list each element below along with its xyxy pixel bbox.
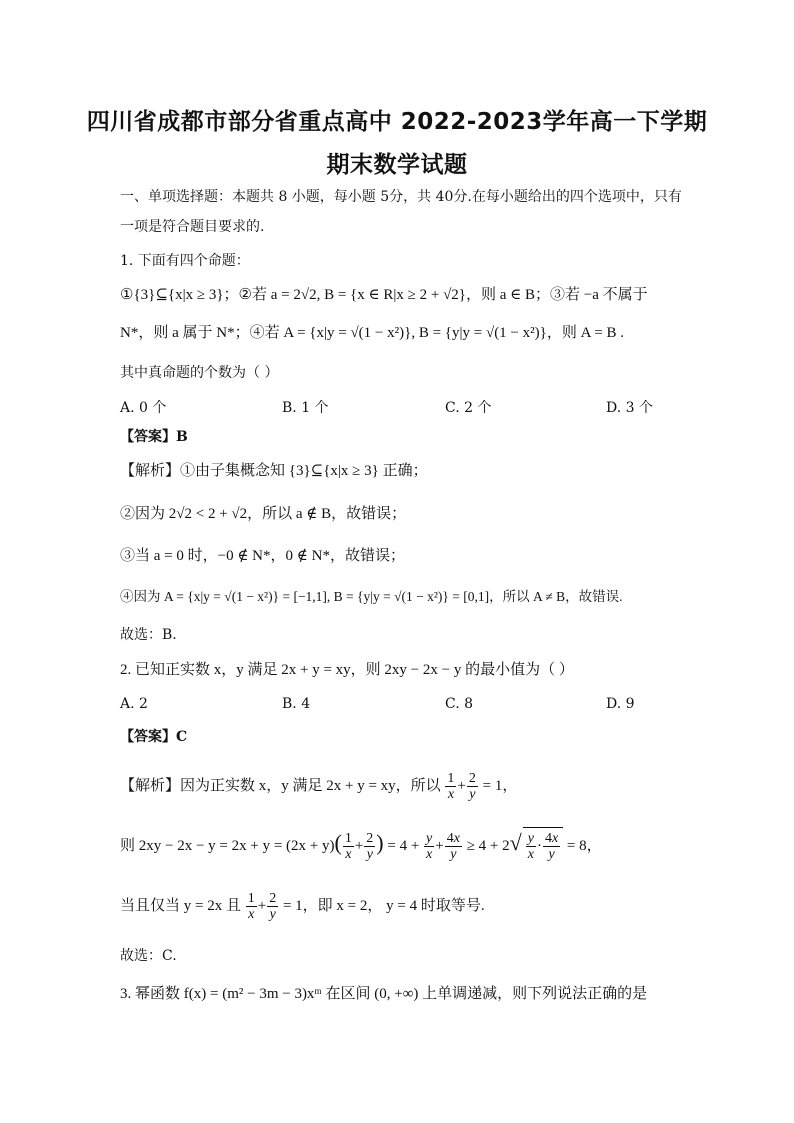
section-intro-line-1: 一、单项选择题：本题共 8 小题，每小题 5分，共 40分.在每小题给出的四个选项中，只有 xyxy=(120,189,682,205)
q2-explanation-2: 则 2xy − 2x − y = 2x + y = (2x + y)( $\frac{1}{x}$ + $\frac{2}{y}$ ) = 4 + $\frac{y}{x}$ + $\frac{4x}{y}$ ≥ 4 + 2√ $\frac{y}{x}$ · $\frac{4x}{y}$ = 8， xyxy=(120,825,680,864)
q1-explanation-1: 【解析】①由子集概念知 {3}⊆{x|x ≥ 3} 正确； xyxy=(120,463,428,479)
q1-question: 其中真命题的个数为（ ） xyxy=(120,365,279,381)
q2-expl-2-text-a: 则 2xy − 2x − y = 2x + y = (2x + y) xyxy=(120,838,335,854)
q1-conclusion: 故选：B. xyxy=(120,627,177,643)
fraction-1-over-x: $\frac{1}{x}$ xyxy=(447,771,455,803)
q2-expl-1-text-a: 【解析】因为正实数 x，y 满足 2x + y = xy，所以 xyxy=(120,778,441,794)
q3-stem: 3. 幂函数 f(x) = (m² − 3m − 3)xᵐ 在区间 (0, +∞) 上单调递减，则下列说法正确的是 xyxy=(120,986,648,1002)
q2-expl-3-text-b: = 1，即 x = 2， y = 4 时取等号. xyxy=(282,898,485,914)
sqrt-product: $\frac{y}{x}$ · $\frac{4x}{y}$ xyxy=(523,827,563,864)
q1-explanation-3: ③当 a = 0 时，−0 ∉ N*，0 ∉ N*，故错误； xyxy=(120,548,405,564)
q1-statements-line-1: ①{3}⊆{x|x ≥ 3}；②若 a = 2√2, B = {x ∈ R|x ≥ 2 + √2}，则 a ∈ B；③若 −a 不属于 xyxy=(120,287,648,303)
q2-option-a: A. 2 xyxy=(120,696,148,712)
q2-expl-2-text-d: = 8， xyxy=(566,838,602,854)
q2-expl-3-text-a: 当且仅当 y = 2x 且 xyxy=(120,898,241,914)
q1-option-a: A. 0 个 xyxy=(120,400,167,416)
q1-stem: 1. 下面有四个命题： xyxy=(120,253,250,269)
q2-stem: 2. 已知正实数 x，y 满足 2x + y = xy，则 2xy − 2x − y 的最小值为（ ） xyxy=(120,662,574,678)
q2-expl-2-text-c: ≥ 4 + 2 xyxy=(466,838,510,854)
document-title-line-2: 期末数学试题 xyxy=(326,152,468,178)
q1-explanation-2: ②因为 2√2 < 2 + √2，所以 a ∉ B，故错误； xyxy=(120,506,407,522)
q2-option-d: D. 9 xyxy=(606,696,635,712)
q1-option-c: C. 2 个 xyxy=(445,400,492,416)
document-title-line-1: 四川省成都市部分省重点高中 2022-2023学年高一下学期 xyxy=(86,109,708,135)
q1-explanation-4: ④因为 A = {x|y = √(1 − x²)} = [−1,1], B = {y|y = √(1 − x²)} = [0,1]，所以 A ≠ B，故错误. xyxy=(120,589,623,604)
q1-option-d: D. 3 个 xyxy=(606,400,653,416)
q2-answer: 【答案】C xyxy=(120,729,188,745)
q1-statements-line-2: N*，则 a 属于 N*；④若 A = {x|y = √(1 − x²)}, B = {y|y = √(1 − x²)}，则 A = B . xyxy=(120,325,625,341)
q1-option-b: B. 1 个 xyxy=(282,400,329,416)
q2-explanation-1: 【解析】因为正实数 x，y 满足 2x + y = xy，所以 $\frac{1}{x}$ + $\frac{2}{y}$ = 1， xyxy=(120,771,518,803)
q1-answer: 【答案】B xyxy=(120,429,188,445)
q2-expl-2-text-b: = 4 + xyxy=(387,838,420,854)
q2-explanation-3: 当且仅当 y = 2x 且 $\frac{1}{x}$ + $\frac{2}{y}$ = 1，即 x = 2， y = 4 时取等号. xyxy=(120,891,485,923)
q2-option-b: B. 4 xyxy=(282,696,311,712)
section-intro-line-2: 一项是符合题目要求的. xyxy=(120,219,265,235)
q2-option-c: C. 8 xyxy=(445,696,474,712)
q2-conclusion: 故选：C. xyxy=(120,948,177,964)
q2-expl-1-text-b: = 1， xyxy=(482,778,518,794)
fraction-2-over-y: $\frac{2}{y}$ xyxy=(468,771,476,803)
